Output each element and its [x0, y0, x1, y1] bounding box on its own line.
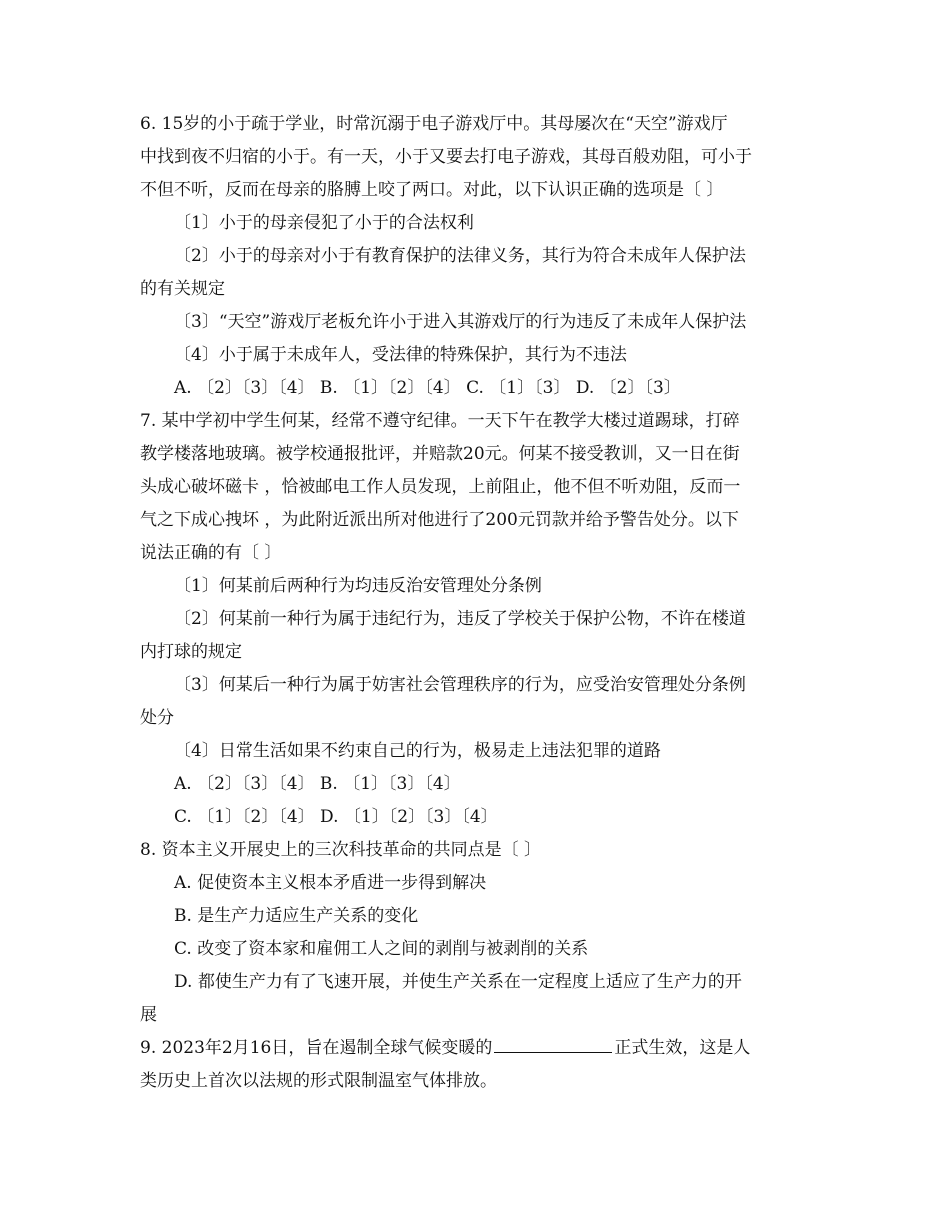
q6-statement-2: 〔2〕小于的母亲对小于有教育保护的法律义务，其行为符合未成年人保护法 [174, 246, 746, 266]
q6-statement-2-cont: 的有关规定 [140, 279, 225, 299]
q8-stem: 8. 资本主义开展史上的三次科技革命的共同点是〔 〕 [140, 840, 542, 860]
q7-statement-3: 〔3〕何某后一种行为属于妨害社会管理秩序的行为，应受治安管理处分条例 [174, 675, 746, 695]
q7-options-ab: A. 〔2〕〔3〕〔4〕 B. 〔1〕〔3〕〔4〕 [174, 774, 461, 794]
q6-statement-1: 〔1〕小于的母亲侵犯了小于的合法权利 [174, 213, 474, 233]
q8-option-d: D. 都使生产力有了飞速开展，并使生产关系在一定程度上适应了生产力的开 [174, 972, 742, 992]
q7-statement-1: 〔1〕何某前后两种行为均违反治安管理处分条例 [174, 576, 542, 596]
q6-stem-line-3: 不但不听，反而在母亲的胳膊上咬了两口。对此，以下认识正确的选项是〔 〕 [140, 180, 724, 200]
q9-answer-blank [494, 1033, 612, 1053]
q7-stem-line-1: 7. 某中学初中学生何某，经常不遵守纪律。一天下午在教学大楼过道踢球，打碎 [140, 411, 740, 431]
q7-stem-line-5: 说法正确的有〔 〕 [140, 543, 282, 563]
q7-stem-line-4: 气之下成心拽坏 ，为此附近派出所对他进行了200元罚款并给予警告处分。以下 [140, 510, 739, 530]
q9-stem-line-1 [140, 1032, 812, 1065]
q8-option-a: A. 促使资本主义根本矛盾进一步得到解决 [174, 873, 487, 893]
q9-stem-line-2: 类历史上首次以法规的形式限制温室气体排放。 [140, 1071, 497, 1091]
q9-stem-before: 9. 2023年2月16日，旨在遏制全球气候变暖的 [140, 1038, 493, 1058]
q7-options-cd: C. 〔1〕〔2〕〔4〕 D. 〔1〕〔2〕〔3〕〔4〕 [174, 807, 498, 827]
q7-stem-line-3: 头成心破坏磁卡 ，恰被邮电工作人员发现，上前阻止，他不但不听劝阻，反而一 [140, 477, 741, 497]
q7-stem-line-2: 教学楼落地玻璃。被学校通报批评，并赔款20元。何某不接受教训，又一日在街 [140, 444, 740, 464]
q9-stem-after: 正式生效，这是人 [614, 1038, 751, 1058]
q8-option-c: C. 改变了资本家和雇佣工人之间的剥削与被剥削的关系 [174, 939, 589, 959]
q6-statement-3: 〔3〕“天空”游戏厅老板允许小于进入其游戏厅的行为违反了未成年人保护法 [174, 312, 747, 332]
q7-statement-3-cont: 处分 [140, 708, 174, 728]
q8-option-b: B. 是生产力适应生产关系的变化 [174, 906, 419, 926]
q6-statement-4: 〔4〕小于属于未成年人，受法律的特殊保护，其行为不违法 [174, 345, 627, 365]
q7-statement-4: 〔4〕日常生活如果不约束自己的行为，极易走上违法犯罪的道路 [174, 741, 661, 761]
q7-statement-2: 〔2〕何某前一种行为属于违纪行为，违反了学校关于保护公物，不许在楼道 [174, 609, 746, 629]
q6-options: A. 〔2〕〔3〕〔4〕 B. 〔1〕〔2〕〔4〕 C. 〔1〕〔3〕 D. 〔2〕〔3〕 [174, 378, 681, 398]
q6-stem-line-2: 中找到夜不归宿的小于。有一天，小于又要去打电子游戏，其母百般劝阻，可小于 [140, 147, 752, 167]
q7-statement-2-cont: 内打球的规定 [140, 642, 242, 662]
document-body [140, 108, 812, 1098]
q6-stem-line-1: 6. 15岁的小于疏于学业，时常沉溺于电子游戏厅中。其母屡次在“天空”游戏厅 [140, 114, 728, 134]
q8-option-d-cont: 展 [140, 1005, 157, 1025]
